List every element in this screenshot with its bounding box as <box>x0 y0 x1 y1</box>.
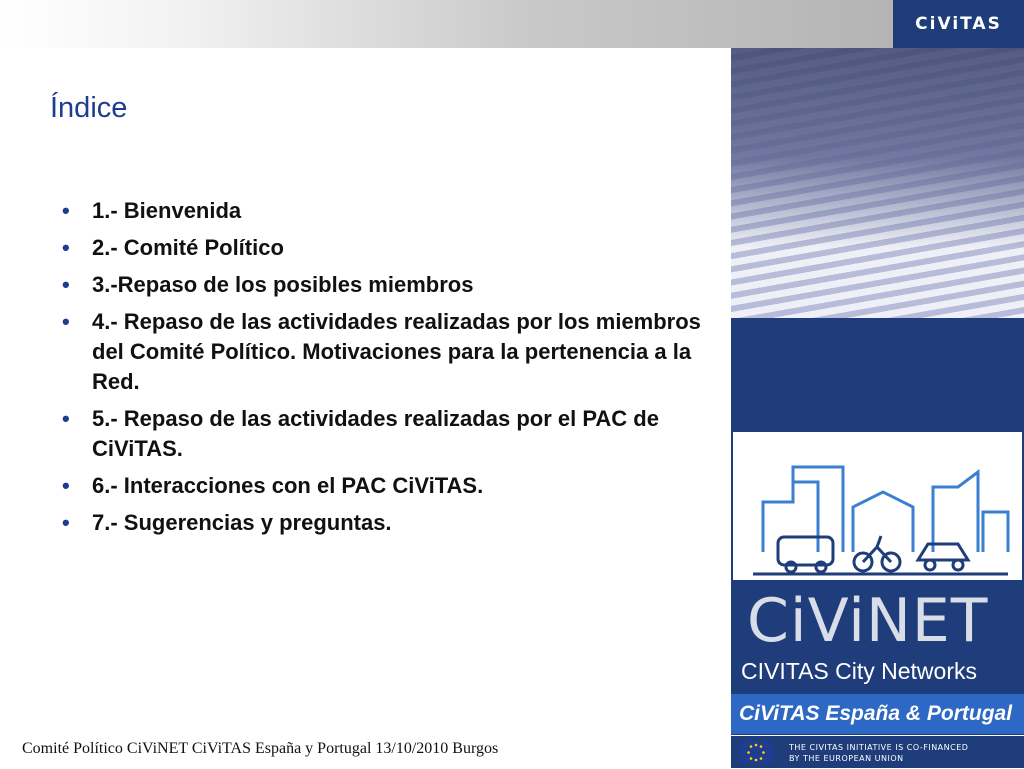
civitas-logo <box>893 0 1024 48</box>
civitas-logo-text: CiViTAS <box>915 14 1002 34</box>
brand-name: CiViNET <box>747 586 989 656</box>
agenda-item: • 6.- Interacciones con el PAC CiViTAS. <box>62 471 712 501</box>
eu-flag-icon <box>739 741 773 764</box>
civinet-brand-panel <box>731 580 1024 735</box>
crowd-silhouette <box>731 48 1024 248</box>
page-title: Índice <box>50 92 128 124</box>
footer-caption: Comité Político CiViNET CiViTAS España y Portugal 13/10/2010 Burgos <box>22 740 499 757</box>
agenda-item: • 3.-Repaso de los posibles miembros <box>62 270 712 300</box>
eu-stars-icon <box>739 741 773 764</box>
bullet-icon: • <box>62 473 70 498</box>
eu-funding-bar <box>731 736 1024 768</box>
agenda-item: • 1.- Bienvenida <box>62 196 712 226</box>
agenda-list <box>62 196 712 545</box>
sidebar-blue-panel <box>731 318 1024 432</box>
pedestrians-photo <box>731 48 1024 318</box>
agenda-item: • 5.- Repaso de las actividades realizadas por el PAC de CiViTAS. <box>62 406 659 461</box>
city-skyline-icon <box>733 432 1022 580</box>
city-illustration <box>731 432 1024 580</box>
eu-funding-text: THE CIVITAS INITIATIVE IS CO-FINANCED BY THE EUROPEAN UNION <box>789 743 969 763</box>
agenda-item: • 2.- Comité Político <box>62 233 712 263</box>
bullet-icon: • <box>62 198 70 223</box>
bullet-icon: • <box>62 406 70 431</box>
bullet-icon: • <box>62 510 70 535</box>
bullet-icon: • <box>62 272 70 297</box>
header-gradient-bar <box>0 0 893 48</box>
brand-subtitle: CIVITAS City Networks <box>741 658 977 684</box>
bullet-icon: • <box>62 309 70 334</box>
agenda-item: • 7.- Sugerencias y preguntas. <box>62 508 712 538</box>
agenda-item: • 4.- Repaso de las actividades realizadas por los miembros del Comité Político. Motivaciones para la pertenencia a la Red. <box>62 309 701 394</box>
brand-region: CiViTAS España & Portugal <box>731 694 1024 734</box>
bullet-icon: • <box>62 235 70 260</box>
